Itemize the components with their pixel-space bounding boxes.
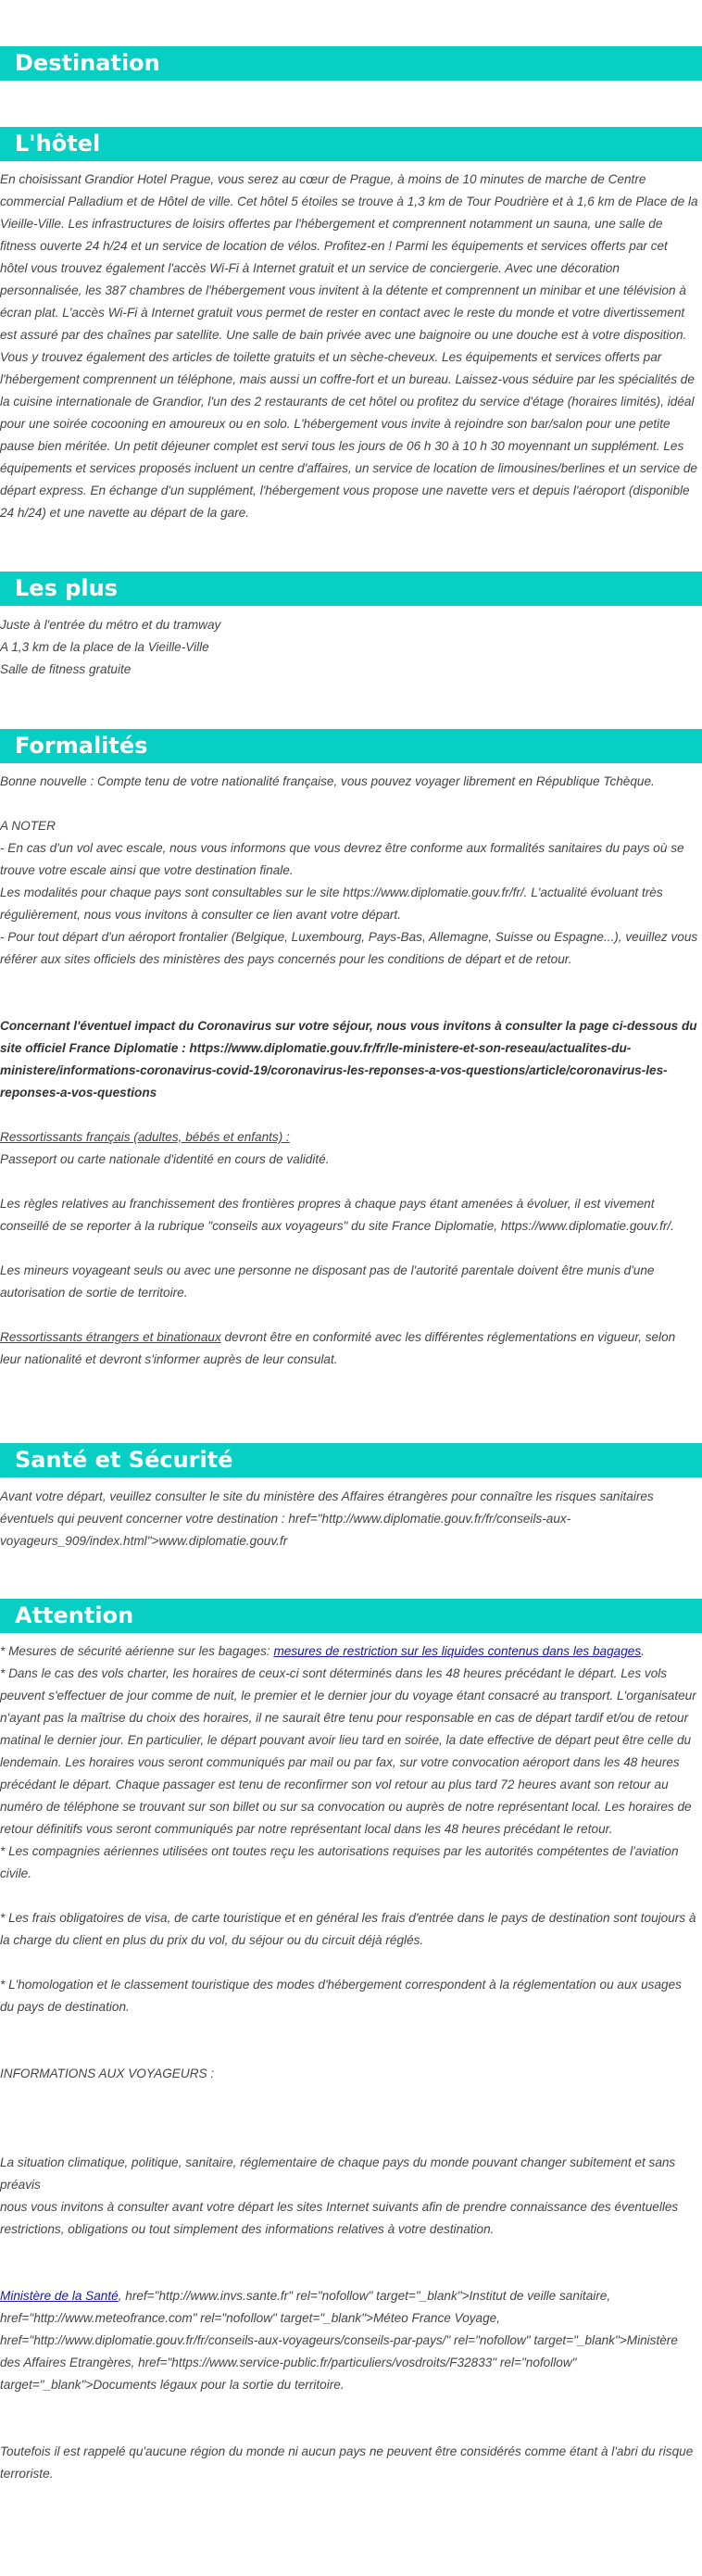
anoter-line: - En cas d'un vol avec escale, nous vous informons que vous devrez être conforme aux formalités sanitaires du pays où se trouve votre escale ainsi que votre destination finale. [0, 841, 684, 877]
plus-item: Salle de fitness gratuite [0, 662, 132, 676]
ressortissants-fr-label: Ressortissants français (adultes, bébés et enfants) : [0, 1130, 290, 1144]
section-title: Formalités [15, 733, 148, 759]
section-header-plus [0, 572, 702, 606]
homologation: * L'homologation et le classement touristique des modes d'hébergement correspondent à la réglementation ou aux usages du pays de destination. [0, 1978, 682, 2014]
plus-item: A 1,3 km de la place de la Vieille-Ville [0, 640, 209, 654]
situation-line: nous vous invitons à consulter avant votre départ les sites Internet suivants afin de prendre connaissance des éventuelles restrictions, obligations ou tout simplement des informations relatives à votre destination. [0, 2200, 679, 2236]
section-title: L'hôtel [15, 131, 101, 157]
spacer [0, 2396, 698, 2419]
etrangers-text: devront être en conformité avec les différentes réglementations en vigueur, selon leur nationalité et devront s'informer auprès de leur consulat. [0, 1330, 676, 1366]
spacer [0, 2130, 698, 2152]
section-header-sante [0, 1443, 702, 1477]
spacer [0, 993, 698, 1015]
risque-terroriste: Toutefois il est rappelé qu'aucune région du monde ni aucun pays ne peuvent être considérés comme étant à l'abri du risque terroriste. [0, 2444, 694, 2481]
section-header-attention [0, 1599, 702, 1633]
hotel-description-text: En choisissant Grandior Hotel Prague, vous serez au cœur de Prague, à moins de 10 minutes de marche de Centre commercial Palladium et de Hôtel de ville. Cet hôtel 5 étoiles se trouve à 1,3 km de Tour Poudrière et à 1,6 km de Place de la Vieille-Ville. Les infrastructures de loisirs offertes par l'hébergement et comprennent notamment un sauna, une salle de fitness ouverte 24 h/24 et un service de location de vélos. Profitez-en ! Parmi les équipements et services offerts par cet hôtel vous trouvez également l'accès Wi-Fi à Internet gratuit et un service de conciergerie. Avec une décoration personnalisée, les 387 chambres de l'hébergement vous invitent à la détente et comprennent un minibar et une télévision à écran plat. L'accès Wi-Fi à Internet gratuit vous permet de rester en contact avec le reste du monde et votre divertissement est assuré par des chaînes par satellite. Une salle de bain privée avec une baignoire ou une douche est à votre disposition. Vous y trouvez également des articles de toilette gratuits et un sèche-cheveux. Les équipements et services offerts par l'hébergement comprennent un téléphone, mais aussi un coffre-fort et un bureau. Laissez-vous séduire par les spécialités de la cuisine internationale de Grandior, l'un des 2 restaurants de cet hôtel ou profitez du service d'étage (horaires limités), idéal pour une soirée cocooning en amoureux ou en solo. L'hébergement vous invite à rejoindre son bar/salon pour une petite pause bien méritée. Un petit déjeuner complet est servi tous les jours de 06 h 30 à 10 h 30 moyennant un supplément. Les équipements et services proposés incluent un centre d'affaires, un service de location de limousines/berlines et un service de départ express. En échange d'un supplément, l'hébergement vous propose une navette vers et depuis l'aéroport (disponible 24 h/24) et une navette au départ de la gare. [0, 172, 698, 520]
coronavirus-notice: Concernant l'éventuel impact du Coronavirus sur votre séjour, nous vous invitons à consulter la page ci-dessous du site officiel France Diplomatie : https://www.diplomatie.gouv.fr/fr/le-ministere-et-son-reseau/actualites-du-ministere/informations-coronavirus-covid-19/coronavirus-les-reponses-a-vos-questions/article/coronavirus-les-reponses-a-vos-questions [0, 1019, 697, 1100]
vols-charter: * Dans le cas des vols charter, les horaires de ceux-ci sont déterminés dans les 48 heures précédant le départ. Les vols peuvent s'effectuer de jour comme de nuit, le premier et le dernier jour du voyage étant consacré au transport. L'organisateur n'ayant pas la maîtrise du choix des horaires, il ne saurait être tenu pour responsable en cas de départ tardif et/ou de retour matinal le dernier jour. En particulier, le départ pouvant avoir lieu tard en soirée, la date effective de départ peut être celle du lendemain. Les horaires vous seront communiqués par mail ou par fax, sur votre convocation aéroport dans les 48 heures précédant le départ. Chaque passager est tenu de reconfirmer son vol retour au plus tard 72 heures avant son retour au numéro de téléphone se trouvant sur son billet ou sur sa convocation ou auprès de notre représentant local. Les horaires de retour définitifs vous seront communiqués par notre représentant local dans les 48 heures précédant le retour. [0, 1666, 696, 1836]
mineurs-notice: Les mineurs voyageant seuls ou avec une personne ne disposant pas de l'autorité parentale doivent être munis d'une autorisation de sortie de territoire. [0, 1263, 655, 1300]
spacer [0, 2018, 698, 2041]
sante-text: Avant votre départ, veuillez consulter le site du ministère des Affaires étrangères pour connaître les risques sanitaires éventuels qui peuvent concerner votre destination : href="http://www.diplomatie.gouv.fr/fr/conseils-aux-voyageurs_909/index.html">www.diplomatie.gouv.fr [0, 1489, 654, 1548]
section-header-destination [0, 46, 702, 81]
liquides-restriction-link[interactable]: mesures de restriction sur les liquides contenus dans les bagages [273, 1644, 642, 1658]
sante-body [0, 1486, 698, 1552]
spacer [0, 1104, 698, 1126]
bagages-suffix: . [641, 1644, 645, 1658]
spacer [0, 1238, 698, 1260]
infos-voyageurs-label: INFORMATIONS AUX VOYAGEURS : [0, 2067, 215, 2080]
spacer [0, 2107, 698, 2130]
section-header-hotel [0, 127, 702, 161]
anoter-line: Les modalités pour chaque pays sont consultables sur le site https://www.diplomatie.gouv.fr/fr/. L'actualité évoluant très régulièrement, nous vous invitons à consulter ce lien avant votre départ. [0, 886, 663, 922]
anoter-line: - Pour tout départ d'un aéroport frontalier (Belgique, Luxembourg, Pays-Bas, Allemagne, Suisse ou Espagne...), veuillez vous référer aux sites officiels des ministères des pays concernés pour les conditions de départ et de retour. [0, 930, 698, 966]
spacer [0, 1952, 698, 1974]
attention-body [0, 1640, 698, 2485]
ressortissants-fr-text: Passeport ou carte nationale d'identité en cours de validité. [0, 1152, 330, 1166]
situation-line: La situation climatique, politique, sanitaire, réglementaire de chaque pays du monde pouvant changer subitement et sans préavis [0, 2155, 676, 2192]
section-title: Destination [15, 50, 160, 76]
bagages-prefix: * Mesures de sécurité aérienne sur les bagages: [0, 1644, 274, 1658]
section-header-formalites [0, 729, 702, 763]
section-title: Santé et Sécurité [15, 1447, 233, 1473]
spacer [0, 793, 698, 815]
anoter-label: A NOTER [0, 819, 56, 833]
spacer [0, 1171, 698, 1193]
etrangers-paragraph [0, 1326, 698, 1371]
formalites-intro: Bonne nouvelle : Compte tenu de votre nationalité française, vous pouvez voyager librement en République Tchèque. [0, 774, 655, 788]
regles-frontieres: Les règles relatives au franchissement des frontières propres à chaque pays étant amenées à évoluer, il est vivement conseillé de se reporter à la rubrique "conseils aux voyageurs" du site France Diplomatie, https://www.diplomatie.gouv.fr/. [0, 1197, 674, 1233]
section-title: Attention [15, 1602, 134, 1628]
bagages-paragraph [0, 1640, 698, 1663]
hotel-description [0, 169, 698, 524]
ministeres-rest: , href="http://www.invs.sante.fr" rel="nofollow" target="_blank">Institut de veille sanitaire, href="http://www.meteofrance.com" rel="nofollow" target="_blank">Méteo France Voyage, href="http://www.diplomatie.gouv.fr/fr/conseils-aux-voyageurs/conseils-par-pays/" rel="nofollow" target="_blank">Ministère des Affaires Etrangères, href="https://www.service-public.fr/particuliers/vosdroits/F32833" rel="nofollow" target="_blank">Documents légaux pour la sortie du territoire. [0, 2289, 678, 2392]
section-title: Les plus [15, 575, 118, 601]
spacer [0, 2241, 698, 2263]
spacer [0, 971, 698, 993]
plus-list [0, 614, 698, 681]
compagnies-aeriennes: * Les compagnies aériennes utilisées ont toutes reçu les autorisations requises par les autorités compétentes de l'aviation civile. [0, 1844, 679, 1880]
etrangers-label: Ressortissants étrangers et binationaux [0, 1330, 221, 1344]
ministere-sante-link[interactable]: Ministère de la Santé [0, 2289, 119, 2303]
spacer [0, 2085, 698, 2107]
spacer [0, 2041, 698, 2063]
spacer [0, 2263, 698, 2285]
formalites-body [0, 771, 698, 1371]
plus-item: Juste à l'entrée du métro et du tramway [0, 618, 221, 632]
ministeres-paragraph [0, 2285, 698, 2396]
spacer [0, 1304, 698, 1326]
frais-obligatoires: * Les frais obligatoires de visa, de carte touristique et en général les frais d'entrée dans le pays de destination sont toujours à la charge du client en plus du prix du vol, du séjour ou du circuit déjà réglés. [0, 1911, 696, 1947]
spacer [0, 2419, 698, 2441]
spacer [0, 1885, 698, 1907]
